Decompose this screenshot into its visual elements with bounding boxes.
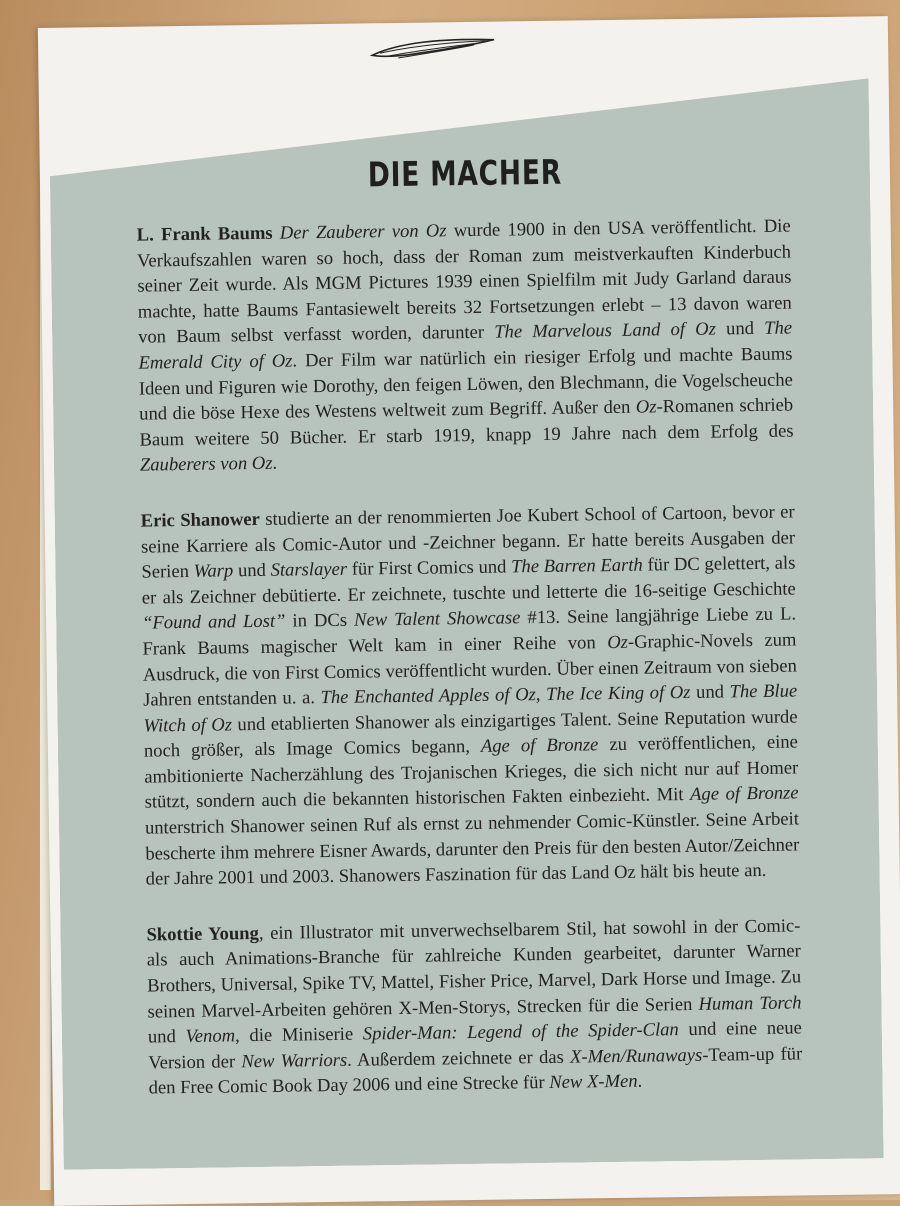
text-run: und (147, 1026, 186, 1048)
title-italic: The Ice King of Oz (545, 682, 691, 706)
title-italic: The Emerald City of Oz (138, 317, 793, 374)
paragraph-baum (137, 214, 795, 479)
article-body (137, 214, 804, 1132)
author-name: Skottie Young (146, 922, 260, 946)
text-run: -Graphic-Novels zum Ausdruck, die von First Comics veröffentlicht wurden. Über einen Zeitraum von sieben Jahren entstanden u. a. (142, 629, 797, 711)
title-italic: Zauberers von Oz (139, 453, 273, 476)
text-run: unterstrich Shanower seinen Ruf als ernst zu nehmender Comic-Künstler. Seine Arbeit bescherte ihm mehrere Eisner Awards, darunter den Preis für den besten Autor/Zeichner der Jahre 2001 und 2003. Shanowers Faszination für das Land Oz hält bis heute an. (144, 808, 800, 890)
text-run: , (535, 684, 547, 706)
text-run: -Team-up für den Free Comic Book Day 2006 und eine Strecke für (148, 1043, 803, 1099)
title-italic: New Talent Showcase (353, 607, 521, 631)
text-run: zu veröffentlichen, eine ambitionierte Nacherzählung des Trojanischen Krieges, die sich nicht nur auf Homer stützt, sondern auch die bekannten historischen Fakten einbezieht. Mit (144, 731, 799, 814)
author-name: L. Frank Baums (136, 222, 273, 246)
book-page (38, 16, 900, 1206)
title-italic: Oz (607, 631, 629, 654)
text-run: und (715, 318, 765, 340)
text-run: und eine neue Version der (148, 1017, 803, 1074)
title-italic: Human Torch (698, 992, 802, 1015)
text-run: , ein Illustrator mit unverwechselbarem Stil, hat sowohl in der Comic- als auch Animations-Branche für zahlreiche Kunden gearbeitet, darunter Warner Brothers, Universal, Spike TV, Mattel, Fisher Price, Marvel, Dark Horse und Image. Zu seinen Marvel-Arbeiten gehören X-Men-Storys, Strecken für die Serien (146, 915, 802, 1023)
title-italic: Age of Bronze (689, 782, 799, 806)
title-italic: The Enchanted Apples of Oz (320, 684, 536, 709)
feather-ornament-icon (368, 34, 498, 64)
text-run: und etablierten Shanower als einzigartiges Talent. Seine Reputation wurde noch größer, als Image Comics begann, (143, 706, 798, 762)
text-run: . (272, 453, 278, 475)
page-title: DIE MACHER (367, 152, 563, 196)
title-italic: Warp (193, 560, 234, 582)
title-italic: Spider-Man: Legend of the Spider-Clan (362, 1019, 679, 1045)
title-italic: The Barren Earth (510, 554, 643, 578)
title-italic: Der Zauberer von Oz (279, 220, 447, 244)
text-run: #13. Seine langjährige Liebe zu L. Frank Baums magischer Welt kam in einer Reihe von (142, 603, 797, 660)
title-italic: The Blue Witch of Oz (143, 680, 798, 737)
text-run: in DCs (285, 609, 355, 632)
text-run: wurde 1900 in den USA veröffentlicht. Die Verkaufszahlen waren so hoch, dass der Roman zum meistverkauften Kinderbuch seiner Zeit wurde. Als MGM Pictures 1939 einen Spielfilm mit Judy Garland daraus machte, hatte Baums Fantasiewelt bereits 32 Fortsetzungen erlebt – 13 davon waren von Baum selbst verfasst worden, darunter (136, 215, 792, 348)
text-run: . Der Film war natürlich ein riesiger Erfolg und machte Baums Ideen und Figuren wie Dorothy, den feigen Löwen, den Blechmann, die Vogelscheuche und die böse Hexe des Westens weltweit zum Begriff. Außer den (138, 343, 793, 425)
text-run: studierte an der renommierten Joe Kubert School of Cartoon, bevor er seine Karriere als Comic-Autor und -Zeichner begann. Er hatte bereits Ausgaben der Serien (140, 501, 796, 583)
text-run: . (637, 1071, 643, 1093)
title-italic: Age of Bronze (480, 734, 599, 758)
text-run: , die Miniserie (234, 1023, 363, 1047)
text-run: und (233, 559, 271, 582)
text-run: für DC gelettert, als er als Zeichner debütierte. Er zeichnete, tuschte und letterte die 16-seitige Geschichte (141, 552, 796, 609)
title-italic: Starslayer (270, 558, 348, 581)
title-italic: The Marvelous Land of Oz (494, 318, 717, 344)
author-name: Eric Shanower (140, 508, 260, 532)
title-italic: New X-Men (549, 1071, 638, 1094)
title-italic: Venom (185, 1025, 236, 1048)
text-run: -Romanen schrieb Baum weitere 50 Bücher. Er starb 1919, knapp 19 Jahre nach dem Erfolg des (139, 394, 794, 451)
title-italic: X-Men/Runaways (569, 1044, 703, 1068)
text-run: für First Comics und (346, 556, 512, 580)
title-italic: “Found and Lost” (141, 610, 286, 634)
title-italic: Oz (635, 396, 657, 418)
paragraph-young (146, 913, 802, 1101)
text-run: und (690, 681, 730, 704)
paragraph-shanower (141, 499, 800, 892)
title-italic: New Warriors (241, 1049, 348, 1073)
text-run: . Außerdem zeichnete er das (347, 1046, 571, 1071)
